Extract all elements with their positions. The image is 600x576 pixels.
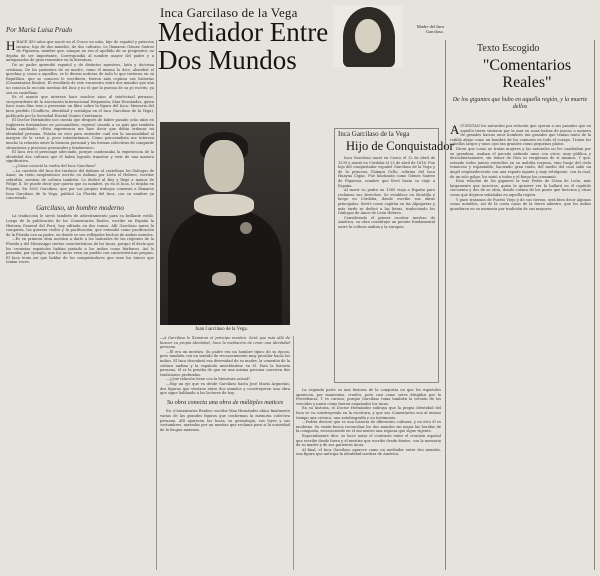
paragraph: Y pues tratamos de Puerto Viejo y de sus tierras, será bien decir algunas cosas notables, así de la costa como de la tierra adentro, que los indios guardaron en su memoria por tradición de sus mayores. [450,197,591,211]
photo-caption: Juan Garcilaso de la Vega. [195,327,248,332]
bio-text [338,156,435,378]
bio-kicker: Inca Garcilaso de la Vega [338,130,410,138]
main-photo [160,122,290,325]
column-1 [6,40,154,570]
paragraph: ACUENTAN los naturales por relación que oyeron a sus pasados que en aquella tierra vinieron por la mar en unas balsas de juncos a manera de grandes barcas unos hombres tan grandes que tenían tanto de la rodilla abajo como un hombre de los comunes en todo el cuerpo. Traían los cabellos largos y unos ojos tan grandes como pequeños platos. [450,124,591,147]
byline: Por María Luisa Prado [6,26,73,34]
column-4 [296,388,441,570]
paragraph: La segunda parte es una historia de la conquista en que los españoles aparecen, por momentos, crueles, pero casi como seres dirigidos por la Providencia. Y es curioso, porque Garcilaso toma también la versión de los vencidos y narra cómo fueron engañados los incas. [296,388,441,406]
excerpt-epigraph: De los gigantes que hubo en aquella región, y la muerte dellos [452,97,588,110]
portrait-photo [333,5,403,67]
headline: Mediador Entre Dos Mundos [158,17,329,75]
column-2 [160,336,290,570]
paragraph: La traducción le sirvió también de adiestramiento para su brillante estilo. Luego de la publicación de los Comentarios Reales, escribe en España la Historia General del Perú, hoy editada en dos tomos. Allí Garcilaso narra la conquista, las guerras civiles y la pacificación, que entendió como pacificación de la Florida con su padre, en donde se ven reflejados hechos de ambos mundos. [6,214,154,237]
column-rule [156,40,157,570]
drop-cap: A [450,124,460,137]
paragraph: De su padre aprendió español y de distintos maestros, latín y doctrina cristiana. De los parientes de su madre, como él mismo lo dice, absorbió el quechua y, como a aquellos, se le dieron noticias de todo lo que tuvieron en su República, que se conocen le escribiera, fueron más copiosa sus historias (Comentarios Reales). El resultado de este encuentro entre dos mundos que aún no conocía la sección mestiza del Inca y no el que la purona de su yo escrito, ya sea en castellano. [6,62,154,95]
paragraph: Al morir su padre en 1560 viaja a España para reclamar sus derechos. Se establece en Montilla y luego en Córdoba, donde escribe sus obras principales. Sirvió como capitán en las Alpujarras y más tarde se dedicó a las letras, traduciendo los Diálogos de Amor de León Hebreo. [338,188,435,216]
paragraph: En su historia, el Doctor Hernández subraya que la propia identidad del Inca se va construyendo en la escritura, y que sus Comentarios son al mismo tiempo una crónica, una autobiografía y un testimonio. [296,406,441,420]
paragraph: —¿Qué relación tiene con la literatura actual? [166,377,250,382]
subheading: Garcilaso, un hombre moderno [36,203,124,212]
paragraph: Dicen que como no traían mujeres y las naturales no les cuadraban por su grandeza, usaban el pecado nefando unos con otros, muy pública y descubiertamente, sin temor de Dios ni vergüenza de sí mismos. Y que, estando todos juntos envueltos en su maldita torpeza, vino fuego del cielo temeroso y espantable, haciendo gran ruido, del medio del cual salió un ángel resplandeciente con una espada tajante y muy refulgente, con la cual, de un solo golpe, los mató a todos y el fuego los consumió. [450,146,591,179]
column-rule [293,336,294,570]
paragraph: —¿Cómo conoció la vuelta del Inca Garcilaso? [12,164,96,169]
paragraph: —A Garcilaso le llamaron el príncipe mestizo. Será que más allá de buscar su propia identidad, hace la mediación de crear una identidad peruana. [160,336,290,350]
paragraph: Esta relación de los gigantes la trae Pedro de Cieza de León, más largamente que nosotros; quien la quisiere ver la hallará en el capítulo cincuenta y dos de su obra, donde cuenta de los pozos que hicieron y otras cosas que dejaron señaladas en aquella región. [450,179,591,197]
paragraph: Es el asunto que interesa hace muchos años al intelectual peruano, vicepresidente de la Asociación Internacional Hispanista, Max Hernández, quien hace unos días vino a presentar un libro sobre la figura del Inca: Memoria del bien perdido (Conflicto, identidad y nostalgia en el Inca Garcilaso de la Vega), publicado por la Sociedad Estatal Quinto Centenario. [6,95,154,118]
paragraph: HHACE 450 años que nació en el Cuzco un niño, hijo de español y princesa incaica; hijo de dos mundos, de dos culturas. Le llamaron Gómez Suárez de Figueroa, nombre que, aunque no era el apellido de su progenitor, no dejaba de ser importante. Correspondía al nombre mayor del padre y a antepasados de gran renombre en la literatura. [6,40,154,63]
portrait-caption: Madre del Inca Garcilaso. [416,24,444,35]
excerpt-text [450,124,591,568]
column-2b [296,336,332,384]
paragraph: Inca Garcilaso nació en Cuzco el 12 de abril de 1539 y murió en Córdoba el 23 de abril de 1616. Fue hijo del conquistador español Garcilaso de la Vega y de la princesa Chimpu Ocllo, sobrina del Inca Huayna Cápac. Fue bautizado como Gómez Suárez de Figueroa, nombre que llevó hasta su viaje a España. [338,156,435,188]
headline-kicker: Inca Garcilaso de la Vega [160,5,298,20]
drop-cap: H [6,40,16,53]
subheading: Su obra conecta una obra de múltiples matices [166,398,284,406]
paragraph: El Inca era el personaje adecuado, porque condensaba la experiencia de la identidad dos culturas que él había logrado transitar y vivir de una manera significativa. [6,150,154,164]
paragraph: Considerado el primer escritor mestizo de América, su obra constituye un puente fundamental entre la cultura andina y la europea. [338,215,435,229]
paragraph: En «Comentarios Reales» escribe Max Hernández ubica finalmente varias de las grandes figuras que conforman la memoria colectiva peruana. Allí aparecen los Incas, su genealogía, sus leyes y sus costumbres, narradas por un mestizo que reclama para sí la autoridad de la lengua materna. [160,409,290,432]
paragraph: —Él era un mestizo. Su padre era un hombre típico de su época, pero también con un sentido de reconocimiento muy peculiar hacia los indios. El Inca descubrió esa diversidad de su madre, la conexión de la cultura andina y la española mezclándose en él. Para la historia peruana, él es la prueba de que en una misma persona conviven dos tradiciones profundas. [160,349,290,377]
paragraph: —Podría decirse que es una historia de diferentes culturas, y en esto él es moderno. Su visión busca reconciliar los dos mundos sin negar las heridas de la conquista, reconociendo en el encuentro una riqueza que sigue vigente. [296,420,441,434]
paragraph: —Hay un eje que va desde Garcilaso hasta José María Arguedas, dos figuras que vivieron entre dos mundos y construyeron una obra que sigue hablando a los lectores de hoy. [160,381,290,396]
excerpt-title: "Comentarios Reales" [482,57,572,91]
bio-title: Hijo de Conquistador [346,139,454,153]
paragraph: Al final, el Inca Garcilaso aparece como un mediador entre dos mundos, una figura que anticipa la identidad mestiza de América. [296,447,441,457]
paragraph: —Es en primera obra mestiza a darle a los naturales de las regiones de la Florida y del Mississippi ciertas características de los Incas, porque él decía que los cronistas españoles habían pintado a los indios como bárbaros. Así lo pensaba, por ejemplo, que los incas eran un pueblo con características propias. El Inca tenía así que hablar de los conquistadores que eran los únicos que tenían voces. [6,237,154,265]
paragraph: —La cuestión del Inca fue traducir del italiano al castellano los Diálogos de Amor, un texto neoplatónico escrito en italiano por León el Hebreo, escritor sefardita, mestizo de cultura también. Lo dedicó al Rey y llegó a manos de Felipe II. Se puede decir que quería que su nombre, ya en el Inca, lo dejaba en España. En 1602 Garcilaso, que por sus propios trabajos comenzó a llamarse Inca Garcilaso de la Vega, publicó La Florida del Inca, con su nombre ya concretado. [6,168,154,201]
paragraph: El Doctor Hernández nos cuenta que después de haber pasado ocho años en Inglaterra formándose en psicoanálisis, regresó cuando a su país que también había cambiado. «Esta experiencia me hizo decir que debía ordenar mi identidad peruana. Estaba en esto para entender cuál era la nacionalidad al margen de la crisis y, poco intentaríamos. Como psicoanalista me interesa mucho la relación entre la historia personal y las formas colectivas de compartir situaciones y procesos personales y fenómenos». [6,118,154,150]
excerpt-kicker: Texto Escogido [477,43,540,54]
paragraph: Especialmente dice, se hace notar el contraste entre el cronista español que escribe desde fuera y el mestizo que escribe desde dentro, con la memoria de su madre y de sus parientes incas. [296,433,441,448]
